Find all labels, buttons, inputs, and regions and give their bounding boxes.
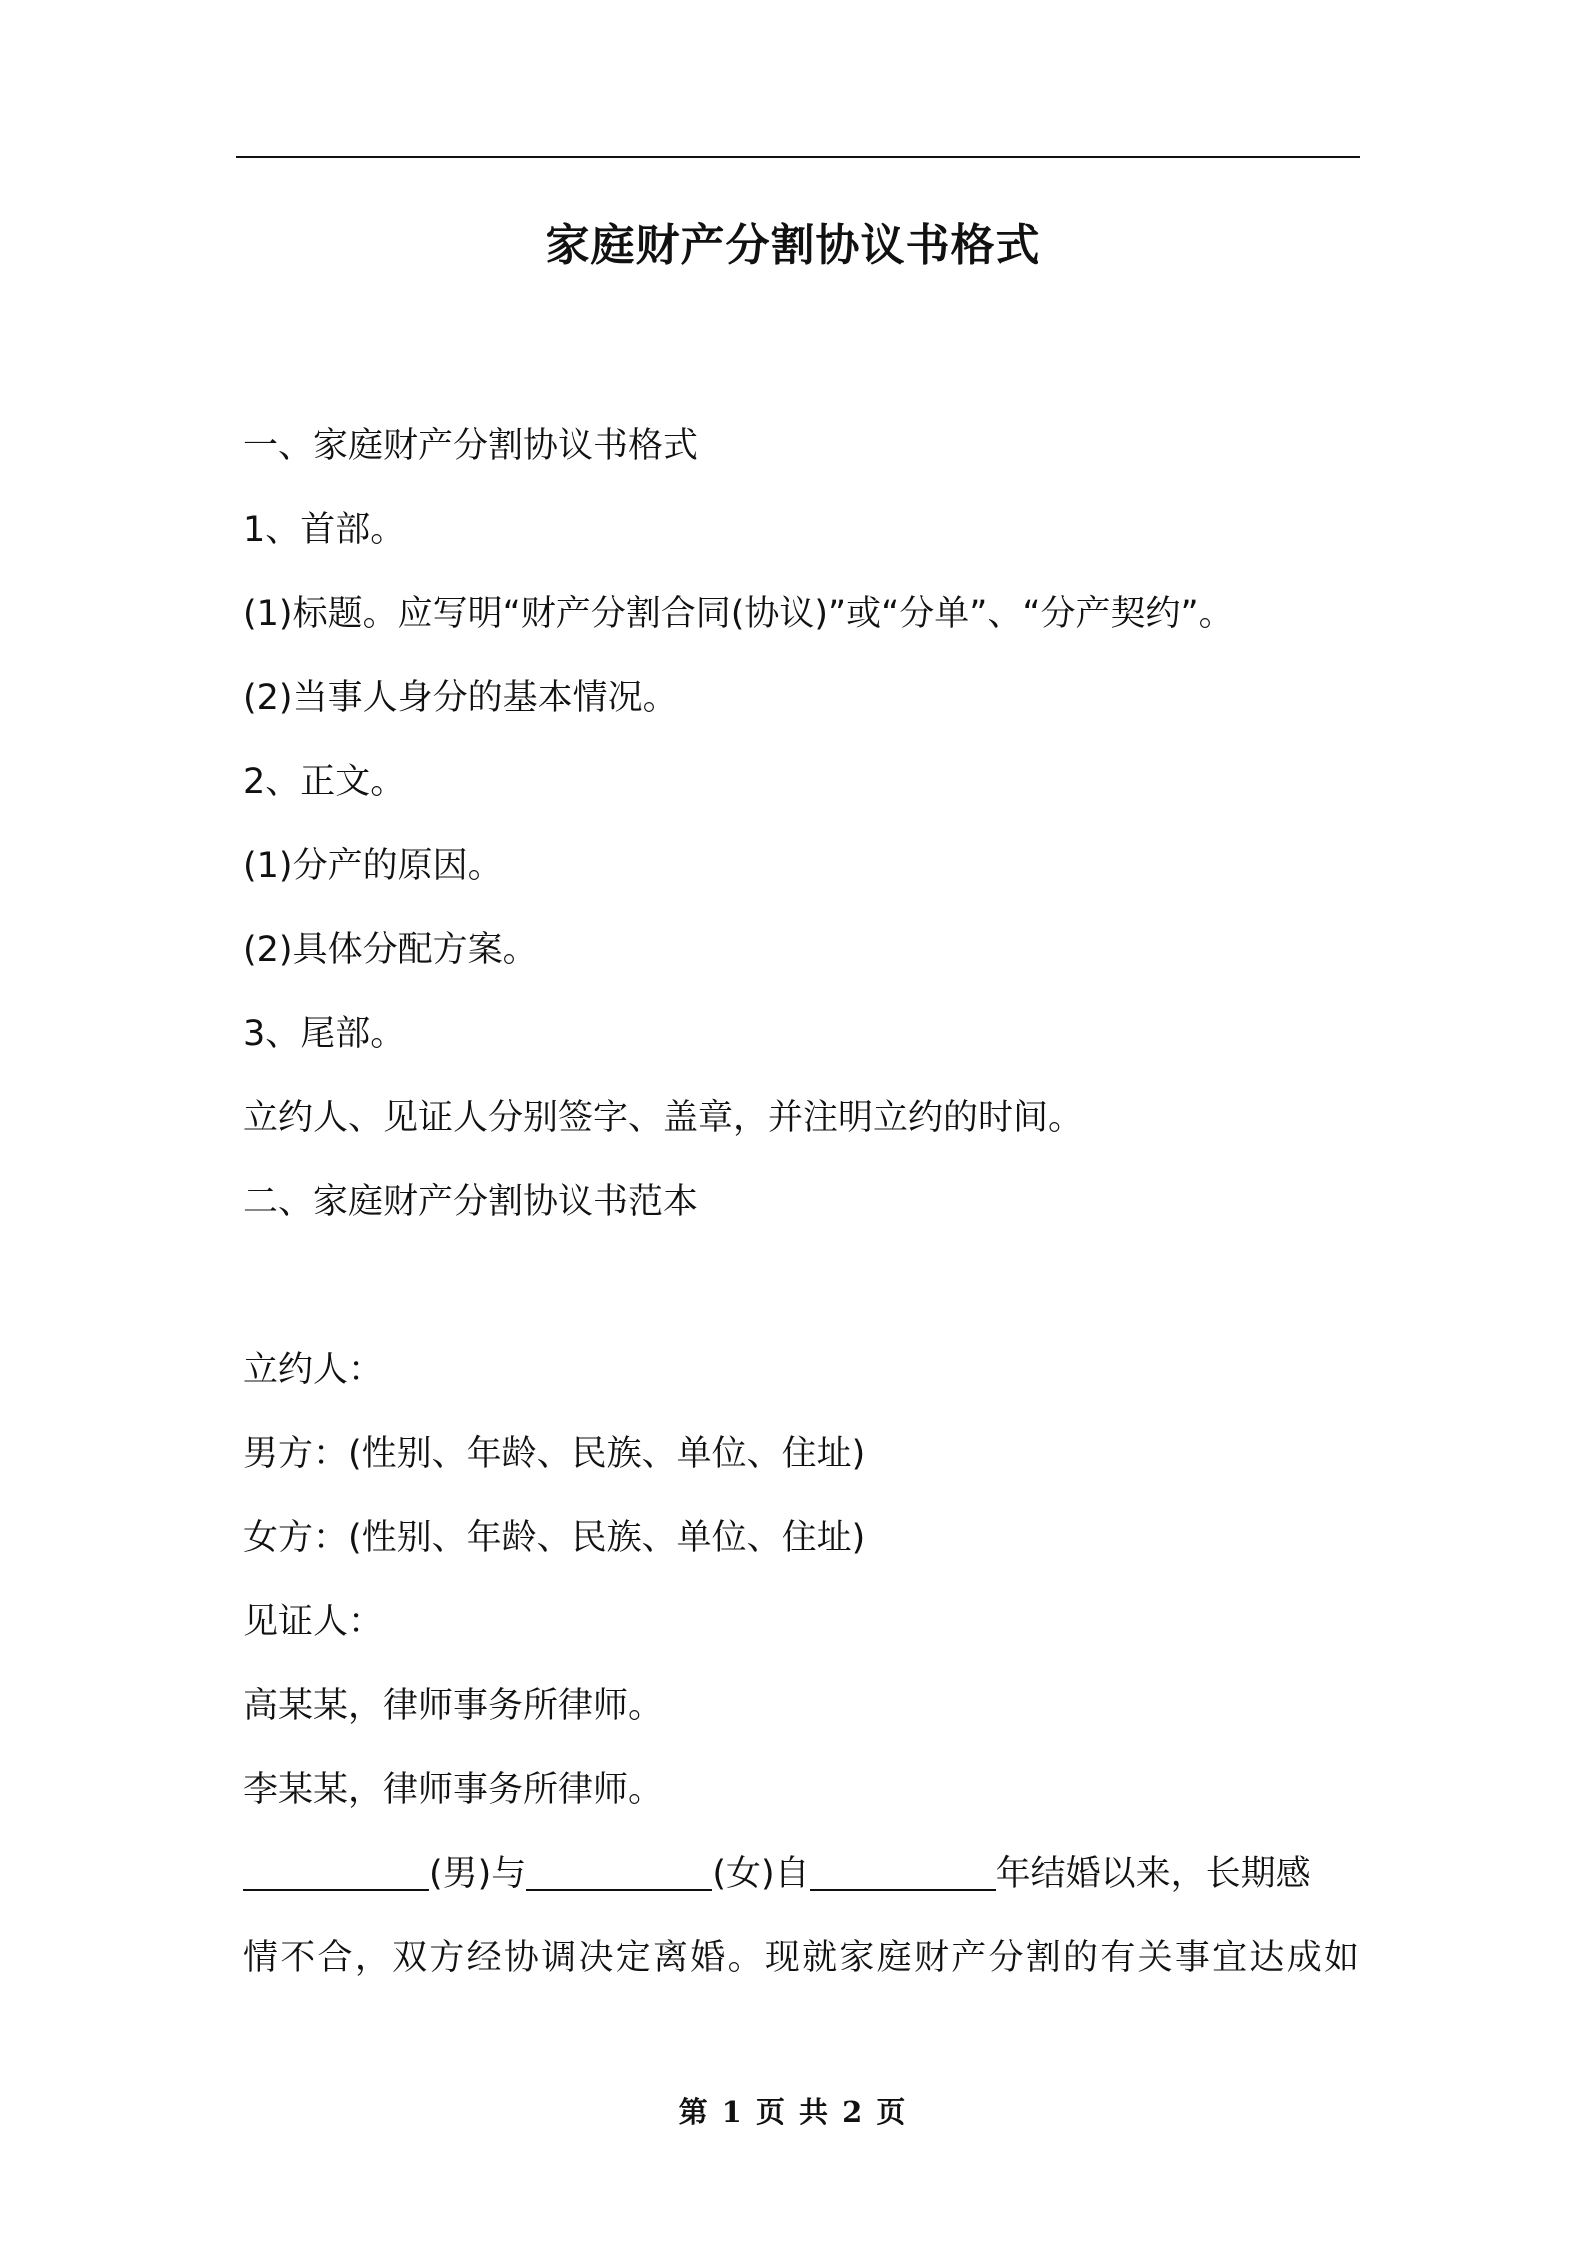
text-line: 3、尾部。 bbox=[243, 1014, 406, 1054]
text-line: 女方：(性别、年龄、民族、单位、住址) bbox=[243, 1518, 866, 1558]
blank-field bbox=[243, 1849, 429, 1891]
text-line: (1)分产的原因。 bbox=[243, 846, 503, 886]
text-line: 情不合，双方经协调决定离婚。现就家庭财产分割的有关事宜达成如 bbox=[243, 1938, 1359, 1978]
section-heading-format: 一、家庭财产分割协议书格式 bbox=[243, 426, 699, 466]
fill-text: (女)自 bbox=[712, 1854, 810, 1894]
blank-field bbox=[526, 1849, 712, 1891]
text-line: 见证人： bbox=[243, 1602, 384, 1642]
text-line: (2)具体分配方案。 bbox=[243, 930, 538, 970]
text-line: 立约人、见证人分别签字、盖章，并注明立约的时间。 bbox=[243, 1098, 1084, 1138]
blank-field bbox=[810, 1849, 996, 1891]
text-line: 李某某，律师事务所律师。 bbox=[243, 1770, 664, 1810]
text-line: 1、首部。 bbox=[243, 510, 406, 550]
text-line: (1)标题。应写明“财产分割合同(协议)”或“分单”、“分产契约”。 bbox=[243, 594, 1234, 634]
fill-text: (男)与 bbox=[429, 1854, 527, 1894]
document-body bbox=[243, 404, 1359, 2000]
header-rule bbox=[236, 156, 1360, 158]
text-line: 立约人： bbox=[243, 1350, 384, 1390]
page-number: 第 1 页 共 2 页 bbox=[678, 2095, 908, 2129]
text-line: 高某某，律师事务所律师。 bbox=[243, 1686, 664, 1726]
fill-in-line bbox=[243, 1832, 1359, 1916]
document-title: 家庭财产分割协议书格式 bbox=[545, 220, 1041, 271]
text-line: 2、正文。 bbox=[243, 762, 406, 802]
fill-text: 年结婚以来，长期感 bbox=[995, 1854, 1311, 1894]
text-line: 男方：(性别、年龄、民族、单位、住址) bbox=[243, 1434, 866, 1474]
section-heading-sample: 二、家庭财产分割协议书范本 bbox=[243, 1182, 699, 1222]
text-line: (2)当事人身分的基本情况。 bbox=[243, 678, 678, 718]
paragraph-gap bbox=[243, 1244, 1359, 1328]
